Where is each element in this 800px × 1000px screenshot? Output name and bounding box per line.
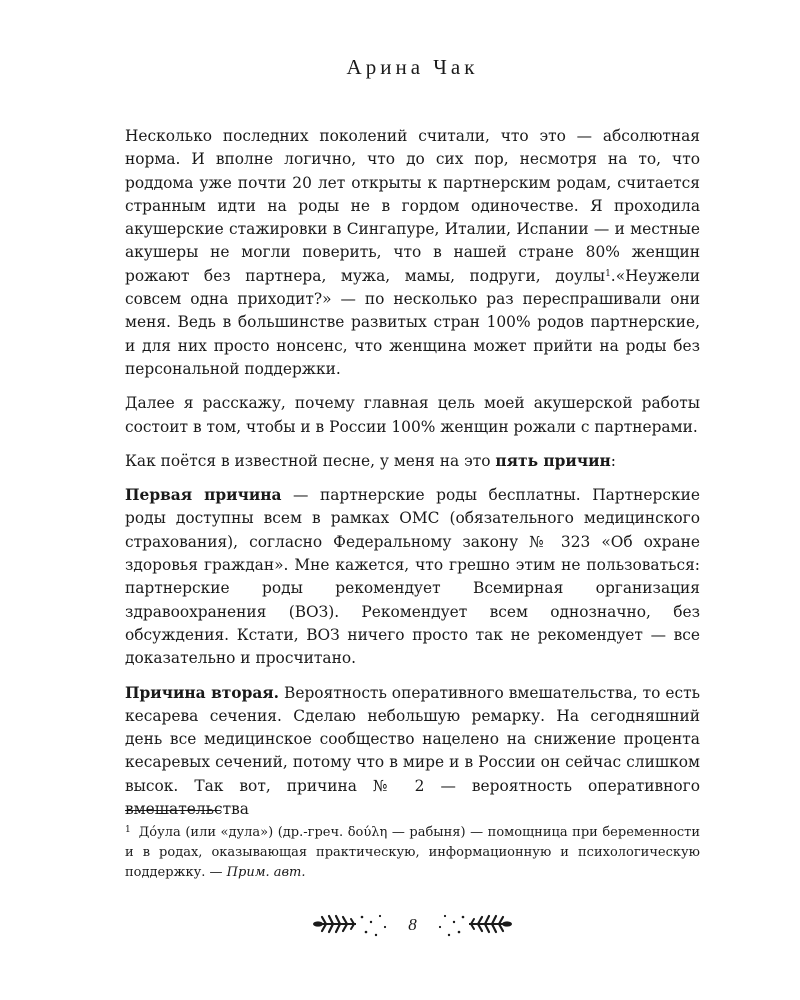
paragraph-3 xyxy=(125,450,700,473)
footnote xyxy=(125,820,700,883)
footnote-attribution: Прим. авт. xyxy=(226,865,306,880)
reason-1-text: — партнерские роды бесплатны. Партнерские роды доступны всем в рамках ОМС (обязательного медицинского страхования), согласно Федеральному закону № 323 «Об охране здоровья граждан». Мне кажется, что грешно этим не пользоваться: партнерские роды рекомендует Всемирная организация здравоохранения (ВОЗ). Рекомендует всем однозначно, без обсуждения. Кстати, ВОЗ ничего просто так не рекомендует — все доказательно и просчитано. xyxy=(125,486,700,668)
footnote-divider xyxy=(125,810,221,811)
leaf-branch-icon xyxy=(435,910,515,940)
paragraph-2 xyxy=(125,392,700,439)
reason-2-heading: Причина вторая. xyxy=(125,683,280,702)
page-number: 8 xyxy=(408,915,417,934)
reason-2-text: Вероятность оперативного вмешательства, то есть кесарева сечения. Сделаю небольшую ремарку. На сегодняшний день все медицинское сообщество нацелено на снижение процента кесаревых сечений, потому что в мире и в России он сейчас слишком высок. Так вот, причина № 2 — вероятность оперативного вмешательства xyxy=(125,683,700,819)
reason-1-heading: Первая причина xyxy=(125,486,282,505)
running-header-author: Арина Чак xyxy=(346,55,479,79)
footnote-reference[interactable]: 1 xyxy=(605,268,611,279)
main-text xyxy=(125,125,700,832)
paragraph-1 xyxy=(125,125,700,381)
paragraph-1-text-cont: .«Неужели совсем одна приходит?» — по несколько раз переспрашивали они меня. Ведь в большинстве развитых стран 100% родов партнерские, и для них просто нонсенс, что женщина может прийти на роды без персональной поддержки. xyxy=(125,266,700,378)
paragraph-reason-2 xyxy=(125,682,700,822)
five-reasons-bold: пять причин xyxy=(495,451,611,470)
footnote-text: Дóула (или «дула») (др.-греч. δούλη — рабыня) — помощница при беременности и в родах, оказывающая практическую, информационную и психологическую поддержку. — xyxy=(125,825,700,880)
paragraph-1-text: Несколько последних поколений считали, что это — абсолютная норма. И вполне логично, что до сих пор, несмотря на то, что роддома уже почти 20 лет открыты к партнерским родам, считается странным идти на роды не в гордом одиночестве. Я проходила акушерские стажировки в Сингапуре, Италии, Испании — и местные акушеры не могли поверить, что в нашей стране 80% женщин рожают без партнера, мужа, мамы, подруги, доулы xyxy=(125,127,700,285)
paragraph-3-colon: : xyxy=(610,451,616,470)
paragraph-2-text: Далее я расскажу, почему главная цель моей акушерской работы состоит в том, чтобы и в России 100% женщин рожали с партнерами. xyxy=(125,394,700,436)
leaf-branch-icon xyxy=(310,910,390,940)
paragraph-3-text: Как поётся в известной песне, у меня на это xyxy=(125,451,496,470)
page-folio xyxy=(125,905,700,945)
footnote-mark: 1 xyxy=(125,825,131,835)
paragraph-reason-1 xyxy=(125,484,700,670)
